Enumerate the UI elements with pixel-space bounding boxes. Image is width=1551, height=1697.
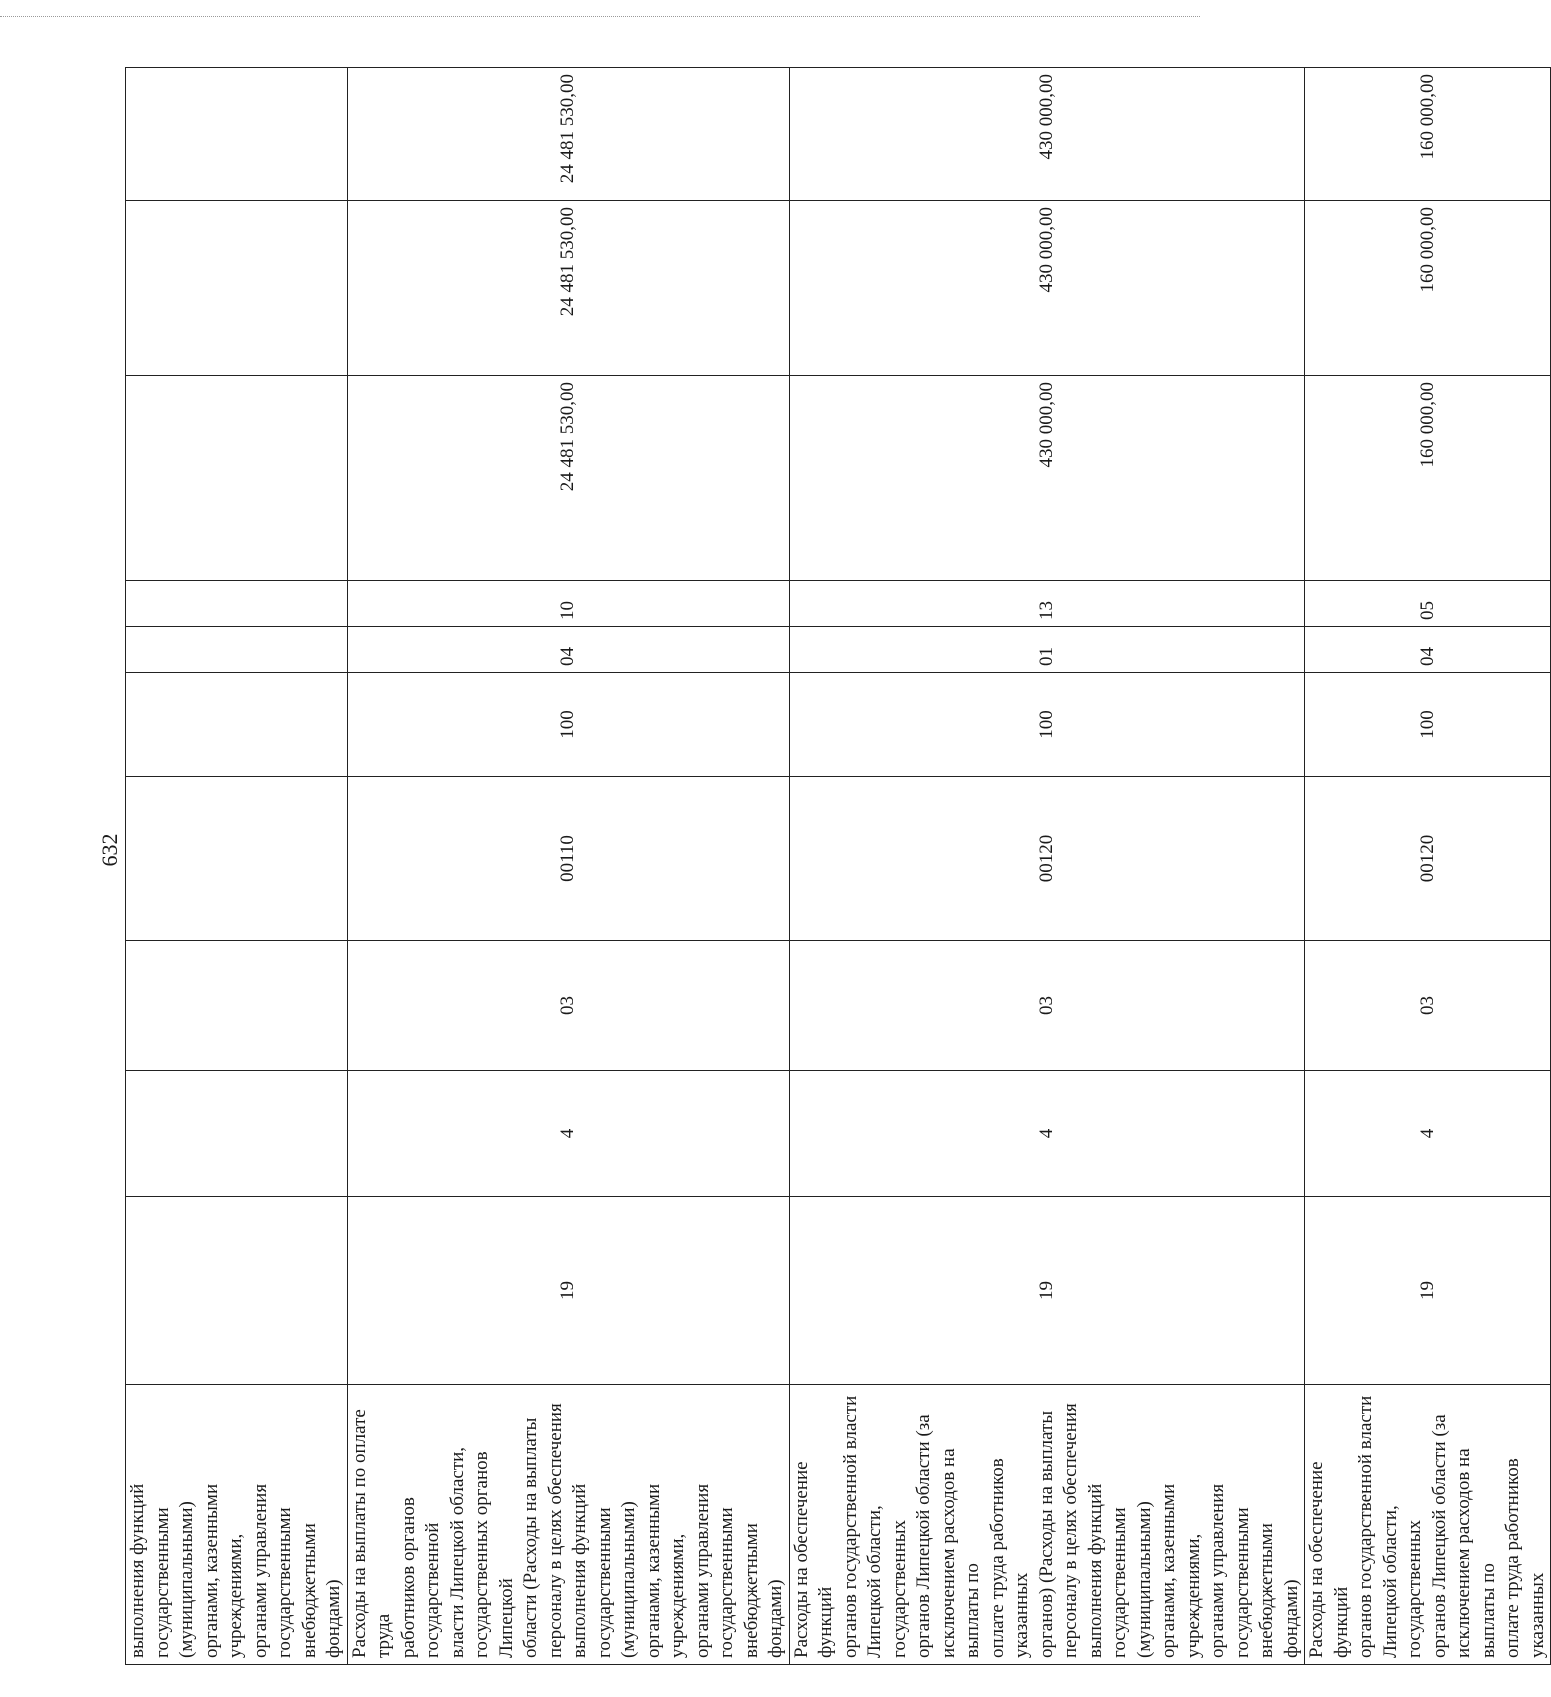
main-activity-cell: 03 <box>1305 941 1551 1071</box>
description-line: работников органов государственной <box>397 1497 443 1658</box>
budget-code-cell: 19 <box>347 1197 789 1385</box>
description-line: выполнения функций <box>1084 1483 1106 1658</box>
table-row <box>347 68 789 1665</box>
section-cell: 04 <box>1305 627 1551 673</box>
description-line: органами управления <box>249 1483 271 1658</box>
amount-cell-2: 160 000,00 <box>1305 201 1551 376</box>
expense-type-cell: 100 <box>789 673 1305 777</box>
table-row <box>1305 68 1551 1665</box>
amount-cell-2 <box>126 201 348 376</box>
budget-table <box>125 67 1551 1665</box>
description-line: органов государственной власти <box>839 1395 861 1658</box>
description-line: государственными (муниципальными) <box>1109 1501 1155 1658</box>
description-line: государственных органов Липецкой <box>471 1451 517 1658</box>
scan-top-edge <box>0 16 1200 17</box>
amount-cell-3 <box>126 68 348 201</box>
description-line: оплате труда работников указанных <box>986 1458 1032 1658</box>
amount-cell-1: 24 481 530,00 <box>347 376 789 581</box>
amount-cell-1: 160 000,00 <box>1305 376 1551 581</box>
description-line: Липецкой области, государственных <box>1379 1505 1425 1658</box>
description-line: органами, казенными учреждениями, <box>200 1483 246 1658</box>
table-row <box>789 68 1305 1665</box>
description-line: Расходы на обеспечение функций <box>790 1461 836 1658</box>
description-line: области (Расходы на выплаты <box>520 1417 541 1658</box>
description-line: персоналу в целях обеспечения <box>544 1403 566 1658</box>
table-row <box>126 68 348 1665</box>
description-line: фондами) <box>1280 1579 1302 1658</box>
subsection-cell: 05 <box>1305 581 1551 627</box>
description-line: органов) (Расходы на выплаты <box>1035 1410 1057 1658</box>
amount-cell-3: 24 481 530,00 <box>347 68 789 201</box>
description-line: государственными внебюджетными <box>716 1507 762 1658</box>
description-line: фондами) <box>765 1579 786 1658</box>
budget-code-cell: 19 <box>789 1197 1305 1385</box>
section-cell: 01 <box>789 627 1305 673</box>
subprogram-cell <box>126 1071 348 1197</box>
description-line: исключением расходов на выплаты по <box>937 1448 983 1658</box>
description-line: органами, казенными учреждениями, <box>642 1483 688 1658</box>
table-body <box>126 68 1551 1665</box>
description-line: исключением расходов на выплаты по <box>1453 1448 1499 1658</box>
description-cell <box>789 1385 1305 1665</box>
description-line: государственными (муниципальными) <box>151 1501 197 1658</box>
description-line: государственными внебюджетными <box>274 1507 320 1658</box>
section-cell: 04 <box>347 627 789 673</box>
description-line: Липецкой области, государственных <box>864 1505 910 1658</box>
expense-direction-cell: 00120 <box>789 777 1305 941</box>
description-line: органов государственной власти <box>1355 1395 1376 1658</box>
description-line: персоналу в целях обеспечения <box>1060 1403 1081 1658</box>
description-line: выполнения функций <box>127 1483 148 1658</box>
description-line: органов Липецкой области (за <box>1428 1414 1450 1658</box>
table-frame <box>125 68 1548 1665</box>
description-line: власти Липецкой области, <box>446 1446 468 1658</box>
description-line: органами, казенными учреждениями, <box>1158 1483 1204 1658</box>
expense-direction-cell: 00110 <box>347 777 789 941</box>
amount-cell-1: 430 000,00 <box>789 376 1305 581</box>
subprogram-cell: 4 <box>1305 1071 1551 1197</box>
description-cell <box>1305 1385 1551 1665</box>
subsection-cell: 10 <box>347 581 789 627</box>
main-activity-cell <box>126 941 348 1071</box>
expense-direction-cell: 00120 <box>1305 777 1551 941</box>
description-line: фондами) <box>323 1579 344 1658</box>
page-number: 632 <box>97 833 122 867</box>
description-line: органов Липецкой области (за <box>913 1414 934 1658</box>
expense-type-cell: 100 <box>347 673 789 777</box>
description-line: выполнения функций <box>569 1483 590 1658</box>
main-activity-cell: 03 <box>347 941 789 1071</box>
amount-cell-2: 24 481 530,00 <box>347 201 789 376</box>
subprogram-cell: 4 <box>347 1071 789 1197</box>
description-line: органами управления <box>691 1483 713 1658</box>
description-line: Расходы на обеспечение функций <box>1306 1461 1352 1658</box>
budget-code-cell <box>126 1197 348 1385</box>
landscape-sheet <box>125 68 1548 1665</box>
budget-code-cell: 19 <box>1305 1197 1551 1385</box>
description-line: органами управления <box>1207 1483 1228 1658</box>
amount-cell-2: 430 000,00 <box>789 201 1305 376</box>
subprogram-cell: 4 <box>789 1071 1305 1197</box>
expense-direction-cell <box>126 777 348 941</box>
description-line: оплате труда работников указанных <box>1502 1458 1548 1658</box>
description-line: государственными (муниципальными) <box>593 1501 639 1658</box>
description-cell <box>347 1385 789 1665</box>
description-cell <box>126 1385 348 1665</box>
description-line: Расходы на выплаты по оплате труда <box>348 1409 394 1658</box>
subsection-cell: 13 <box>789 581 1305 627</box>
expense-type-cell: 100 <box>1305 673 1551 777</box>
amount-cell-1 <box>126 376 348 581</box>
expense-type-cell <box>126 673 348 777</box>
section-cell <box>126 627 348 673</box>
subsection-cell <box>126 581 348 627</box>
amount-cell-3: 430 000,00 <box>789 68 1305 201</box>
description-line: государственными внебюджетными <box>1231 1507 1277 1658</box>
main-activity-cell: 03 <box>789 941 1305 1071</box>
amount-cell-3: 160 000,00 <box>1305 68 1551 201</box>
